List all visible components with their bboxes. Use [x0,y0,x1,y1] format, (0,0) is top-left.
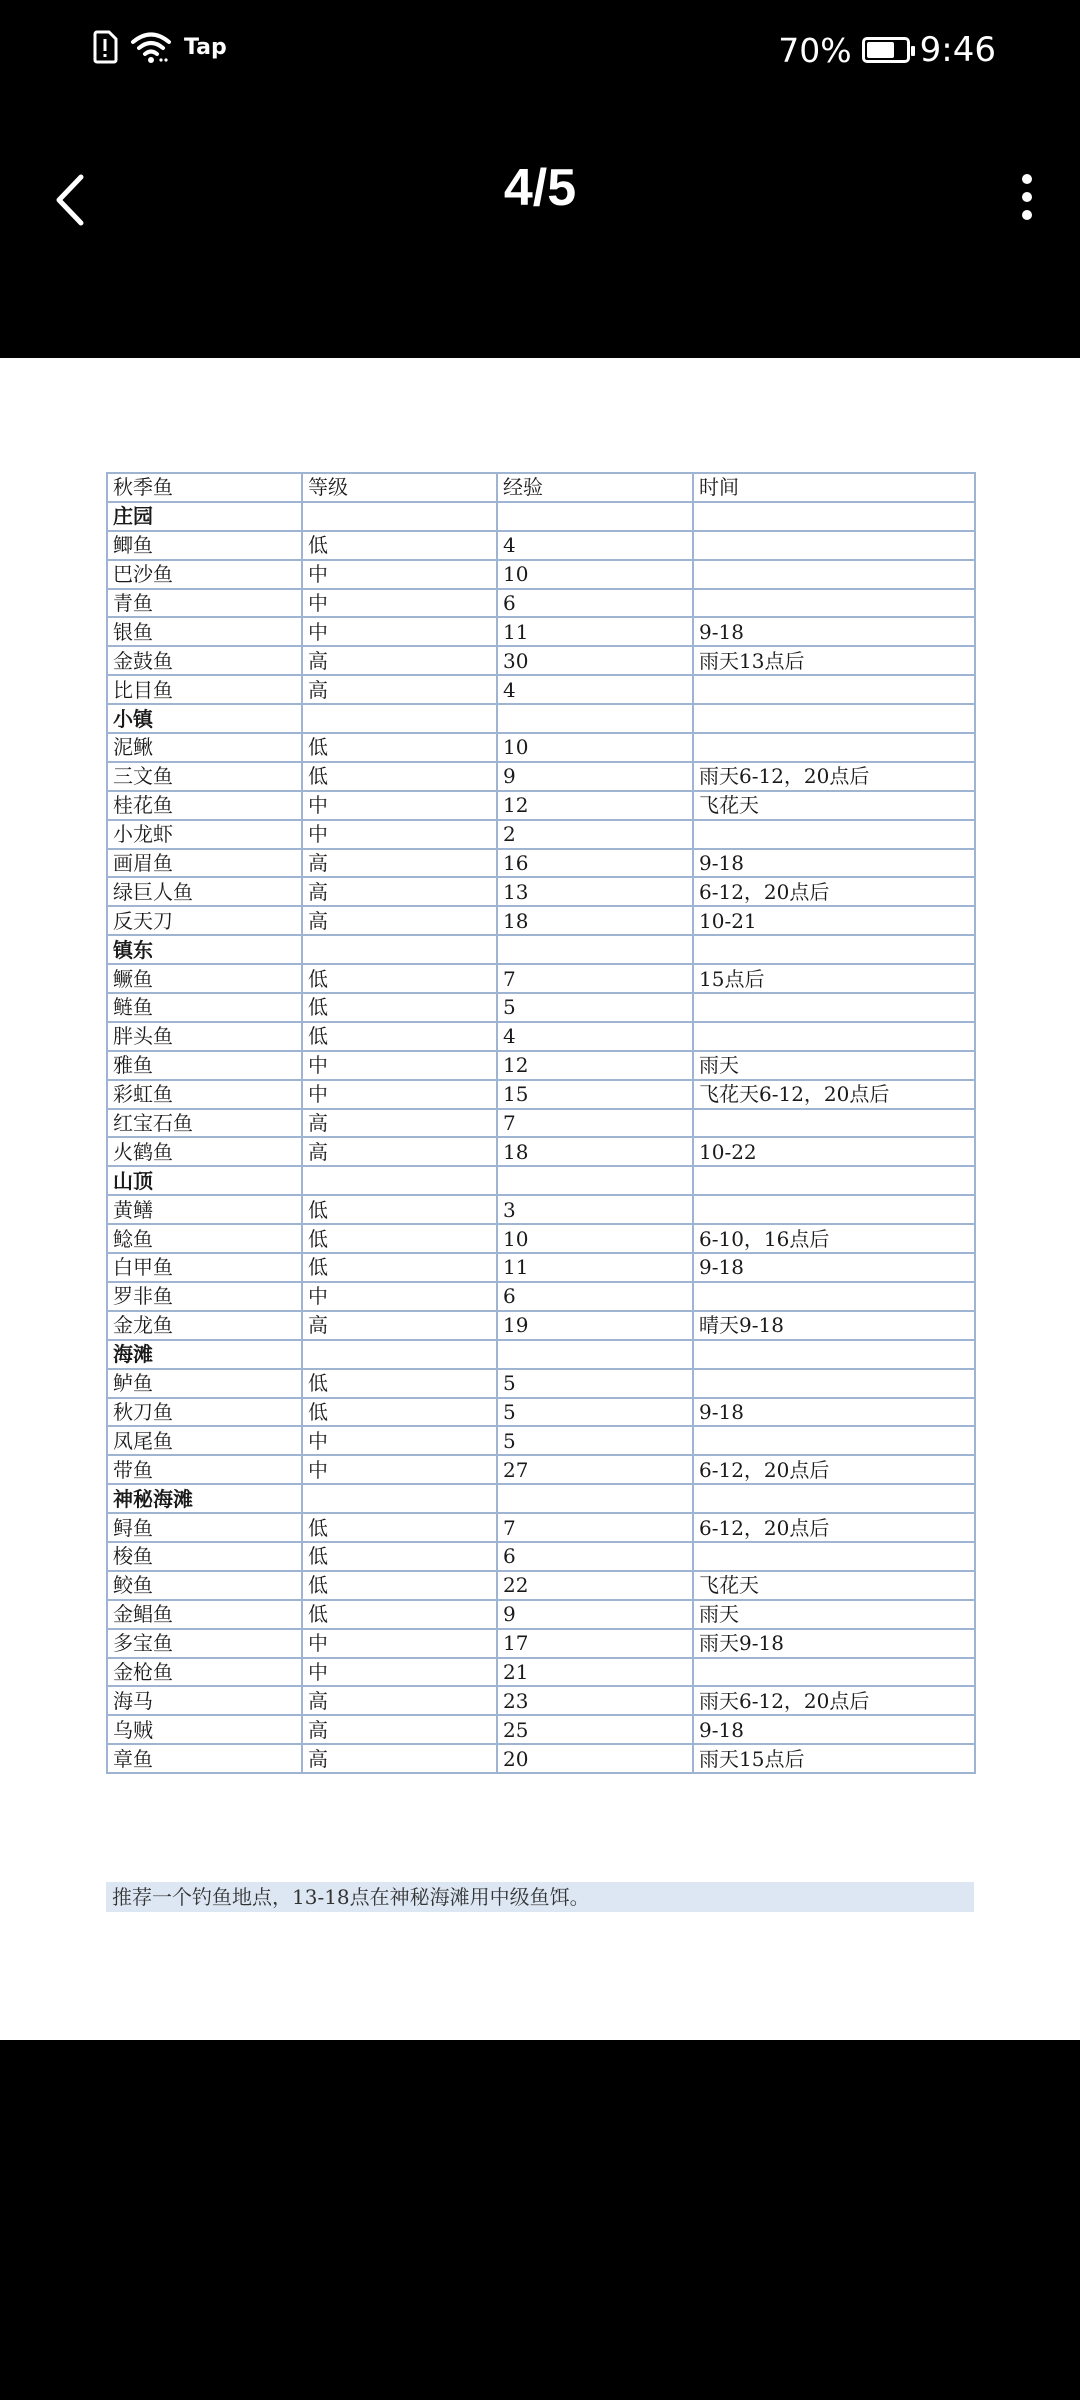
table-row [107,1022,975,1051]
fish-name-cell: 小龙虾 [107,820,302,849]
section-row [107,935,975,964]
level-cell: 低 [302,1571,497,1600]
table-row [107,1369,975,1398]
level-cell: 中 [302,791,497,820]
exp-cell: 18 [497,1137,693,1166]
fish-name-cell: 比目鱼 [107,675,302,704]
exp-cell: 5 [497,1426,693,1455]
exp-cell: 4 [497,1022,693,1051]
fish-name-cell: 罗非鱼 [107,1282,302,1311]
fish-name-cell: 火鹤鱼 [107,1137,302,1166]
exp-cell: 21 [497,1658,693,1687]
fish-name-cell: 神秘海滩 [107,1484,302,1513]
level-cell: 低 [302,733,497,762]
time-cell: 6-12，20点后 [693,877,975,906]
exp-cell: 25 [497,1715,693,1744]
time-cell [693,1369,975,1398]
level-cell: 低 [302,531,497,560]
time-cell [693,1340,975,1369]
level-cell: 中 [302,560,497,589]
level-cell: 中 [302,1658,497,1687]
time-cell: 雨天6-12，20点后 [693,1686,975,1715]
time-cell [693,820,975,849]
level-cell: 中 [302,1051,497,1080]
table-row [107,1455,975,1484]
battery-fill [867,42,894,58]
table-row [107,964,975,993]
time-cell [693,1658,975,1687]
section-row [107,704,975,733]
level-cell: 中 [302,1426,497,1455]
level-cell: 低 [302,964,497,993]
header-exp: 经验 [497,473,693,502]
table-row [107,1715,975,1744]
table-row [107,1080,975,1109]
table-row [107,1571,975,1600]
time-cell [693,531,975,560]
battery-icon [862,37,910,63]
fish-name-cell: 鳜鱼 [107,964,302,993]
time-cell: 6-10，16点后 [693,1224,975,1253]
time-cell [693,1542,975,1571]
exp-cell: 6 [497,1282,693,1311]
exp-cell: 22 [497,1571,693,1600]
level-cell: 高 [302,646,497,675]
fish-name-cell: 红宝石鱼 [107,1109,302,1138]
table-row [107,1051,975,1080]
exp-cell: 9 [497,1600,693,1629]
fish-name-cell: 章鱼 [107,1744,302,1773]
fish-name-cell: 青鱼 [107,589,302,618]
table-row [107,1600,975,1629]
level-cell: 低 [302,1542,497,1571]
time-cell [693,502,975,531]
exp-cell: 12 [497,1051,693,1080]
level-cell: 低 [302,1195,497,1224]
table-row [107,646,975,675]
table-row [107,1426,975,1455]
exp-cell [497,502,693,531]
exp-cell: 18 [497,906,693,935]
table-row [107,1542,975,1571]
level-cell [302,502,497,531]
table-row [107,1253,975,1282]
time-cell: 9-18 [693,617,975,646]
fish-name-cell: 海马 [107,1686,302,1715]
fish-name-cell: 黄鳝 [107,1195,302,1224]
recommendation-note: 推荐一个钓鱼地点，13-18点在神秘海滩用中级鱼饵。 [106,1882,974,1912]
time-cell [693,1109,975,1138]
fish-name-cell: 银鱼 [107,617,302,646]
level-cell: 中 [302,1282,497,1311]
exp-cell: 7 [497,1109,693,1138]
table-row [107,1282,975,1311]
time-cell [693,675,975,704]
fish-name-cell: 鲟鱼 [107,1513,302,1542]
level-cell: 低 [302,993,497,1022]
time-cell [693,560,975,589]
more-options-button[interactable] [1002,162,1052,232]
level-cell: 高 [302,1311,497,1340]
time-cell: 10-21 [693,906,975,935]
level-cell: 高 [302,1686,497,1715]
time-cell [693,1484,975,1513]
fish-name-cell: 梭鱼 [107,1542,302,1571]
fish-name-cell: 鲛鱼 [107,1571,302,1600]
clock: 9:46 [919,30,996,70]
header-time: 时间 [693,473,975,502]
status-left [92,30,227,64]
header-fish: 秋季鱼 [107,473,302,502]
exp-cell: 10 [497,733,693,762]
table-row [107,1686,975,1715]
table-row [107,1224,975,1253]
exp-cell: 6 [497,589,693,618]
level-cell [302,1166,497,1195]
time-cell: 9-18 [693,1715,975,1744]
table-row [107,849,975,878]
table-row [107,1629,975,1658]
level-cell [302,1340,497,1369]
table-row [107,1195,975,1224]
header-level: 等级 [302,473,497,502]
table-row [107,993,975,1022]
fish-name-cell: 庄园 [107,502,302,531]
time-cell [693,1426,975,1455]
exp-cell: 3 [497,1195,693,1224]
time-cell: 晴天9-18 [693,1311,975,1340]
level-cell: 高 [302,849,497,878]
time-cell: 15点后 [693,964,975,993]
exp-cell: 5 [497,1369,693,1398]
table-row [107,791,975,820]
level-cell: 低 [302,1253,497,1282]
exp-cell: 5 [497,1398,693,1427]
time-cell: 9-18 [693,1253,975,1282]
exp-cell: 5 [497,993,693,1022]
table-row [107,1398,975,1427]
battery-percent: 70% [778,30,852,70]
table-row [107,906,975,935]
level-cell: 低 [302,1224,497,1253]
table-row [107,531,975,560]
level-cell [302,935,497,964]
viewer-top-bar [0,100,1080,358]
fish-name-cell: 三文鱼 [107,762,302,791]
level-cell: 低 [302,1369,497,1398]
fish-name-cell: 金鼓鱼 [107,646,302,675]
time-cell [693,993,975,1022]
fish-name-cell: 镇东 [107,935,302,964]
exp-cell: 2 [497,820,693,849]
exp-cell: 7 [497,964,693,993]
table-row [107,1513,975,1542]
exp-cell: 4 [497,531,693,560]
fish-name-cell: 彩虹鱼 [107,1080,302,1109]
exp-cell [497,1340,693,1369]
exp-cell: 23 [497,1686,693,1715]
time-cell: 雨天 [693,1051,975,1080]
table-row [107,589,975,618]
level-cell [302,1484,497,1513]
fish-name-cell: 鲈鱼 [107,1369,302,1398]
time-cell [693,589,975,618]
fish-name-cell: 带鱼 [107,1455,302,1484]
exp-cell: 11 [497,617,693,646]
exp-cell: 10 [497,1224,693,1253]
section-row [107,1340,975,1369]
fish-name-cell: 海滩 [107,1340,302,1369]
time-cell: 飞花天 [693,1571,975,1600]
table-header-row [107,473,975,502]
time-cell: 6-12，20点后 [693,1455,975,1484]
fish-name-cell: 金鲳鱼 [107,1600,302,1629]
fish-name-cell: 巴沙鱼 [107,560,302,589]
more-vertical-icon [1020,173,1034,221]
fish-name-cell: 桂花鱼 [107,791,302,820]
level-cell [302,704,497,733]
table-row [107,617,975,646]
level-cell: 中 [302,589,497,618]
exp-cell: 12 [497,791,693,820]
fish-name-cell: 胖头鱼 [107,1022,302,1051]
fish-name-cell: 山顶 [107,1166,302,1195]
sim-alert-icon [92,30,118,64]
page-counter: 4/5 [503,159,577,217]
table-row [107,1658,975,1687]
level-cell: 高 [302,1744,497,1773]
time-cell: 9-18 [693,849,975,878]
time-cell: 雨天13点后 [693,646,975,675]
level-cell: 高 [302,906,497,935]
time-cell [693,1195,975,1224]
table-row [107,560,975,589]
level-cell: 高 [302,1109,497,1138]
exp-cell: 17 [497,1629,693,1658]
fish-name-cell: 鲢鱼 [107,993,302,1022]
exp-cell: 4 [497,675,693,704]
time-cell: 6-12，20点后 [693,1513,975,1542]
fish-table [106,472,976,1774]
exp-cell: 13 [497,877,693,906]
fish-name-cell: 鲶鱼 [107,1224,302,1253]
time-cell: 雨天 [693,1600,975,1629]
time-cell [693,1166,975,1195]
exp-cell: 11 [497,1253,693,1282]
fish-name-cell: 小镇 [107,704,302,733]
level-cell: 低 [302,1513,497,1542]
table-row [107,820,975,849]
fish-name-cell: 泥鳅 [107,733,302,762]
exp-cell: 7 [497,1513,693,1542]
exp-cell: 30 [497,646,693,675]
section-row [107,1166,975,1195]
fish-name-cell: 金龙鱼 [107,1311,302,1340]
level-cell: 低 [302,1600,497,1629]
time-cell: 9-18 [693,1398,975,1427]
table-row [107,1109,975,1138]
fish-name-cell: 乌贼 [107,1715,302,1744]
fish-name-cell: 金枪鱼 [107,1658,302,1687]
carrier-label: Tap [184,34,227,60]
table-row [107,877,975,906]
time-cell [693,935,975,964]
time-cell [693,1022,975,1051]
exp-cell: 19 [497,1311,693,1340]
exp-cell: 16 [497,849,693,878]
table-row [107,1744,975,1773]
level-cell: 中 [302,1629,497,1658]
fish-name-cell: 画眉鱼 [107,849,302,878]
table-row [107,1311,975,1340]
level-cell: 低 [302,1398,497,1427]
time-cell [693,1282,975,1311]
section-row [107,1484,975,1513]
time-cell: 雨天6-12，20点后 [693,762,975,791]
level-cell: 低 [302,1022,497,1051]
fish-name-cell: 鲫鱼 [107,531,302,560]
exp-cell: 9 [497,762,693,791]
wifi-icon [130,30,172,64]
fish-name-cell: 白甲鱼 [107,1253,302,1282]
time-cell [693,733,975,762]
document-page[interactable] [0,358,1080,2040]
fish-name-cell: 雅鱼 [107,1051,302,1080]
status-bar [0,0,1080,100]
exp-cell [497,1484,693,1513]
level-cell: 高 [302,675,497,704]
level-cell: 中 [302,617,497,646]
fish-name-cell: 反天刀 [107,906,302,935]
level-cell: 高 [302,1137,497,1166]
exp-cell: 6 [497,1542,693,1571]
exp-cell: 10 [497,560,693,589]
exp-cell [497,935,693,964]
level-cell: 低 [302,762,497,791]
table-row [107,733,975,762]
level-cell: 中 [302,1455,497,1484]
table-row [107,1137,975,1166]
level-cell: 高 [302,877,497,906]
fish-name-cell: 多宝鱼 [107,1629,302,1658]
level-cell: 中 [302,1080,497,1109]
time-cell: 10-22 [693,1137,975,1166]
exp-cell: 20 [497,1744,693,1773]
exp-cell [497,1166,693,1195]
table-row [107,675,975,704]
time-cell: 飞花天6-12，20点后 [693,1080,975,1109]
exp-cell: 27 [497,1455,693,1484]
exp-cell: 15 [497,1080,693,1109]
level-cell: 中 [302,820,497,849]
fish-name-cell: 秋刀鱼 [107,1398,302,1427]
fish-name-cell: 绿巨人鱼 [107,877,302,906]
time-cell: 飞花天 [693,791,975,820]
time-cell: 雨天15点后 [693,1744,975,1773]
fish-name-cell: 凤尾鱼 [107,1426,302,1455]
time-cell [693,704,975,733]
section-row [107,502,975,531]
status-right [778,30,996,70]
table-row [107,762,975,791]
time-cell: 雨天9-18 [693,1629,975,1658]
exp-cell [497,704,693,733]
level-cell: 高 [302,1715,497,1744]
